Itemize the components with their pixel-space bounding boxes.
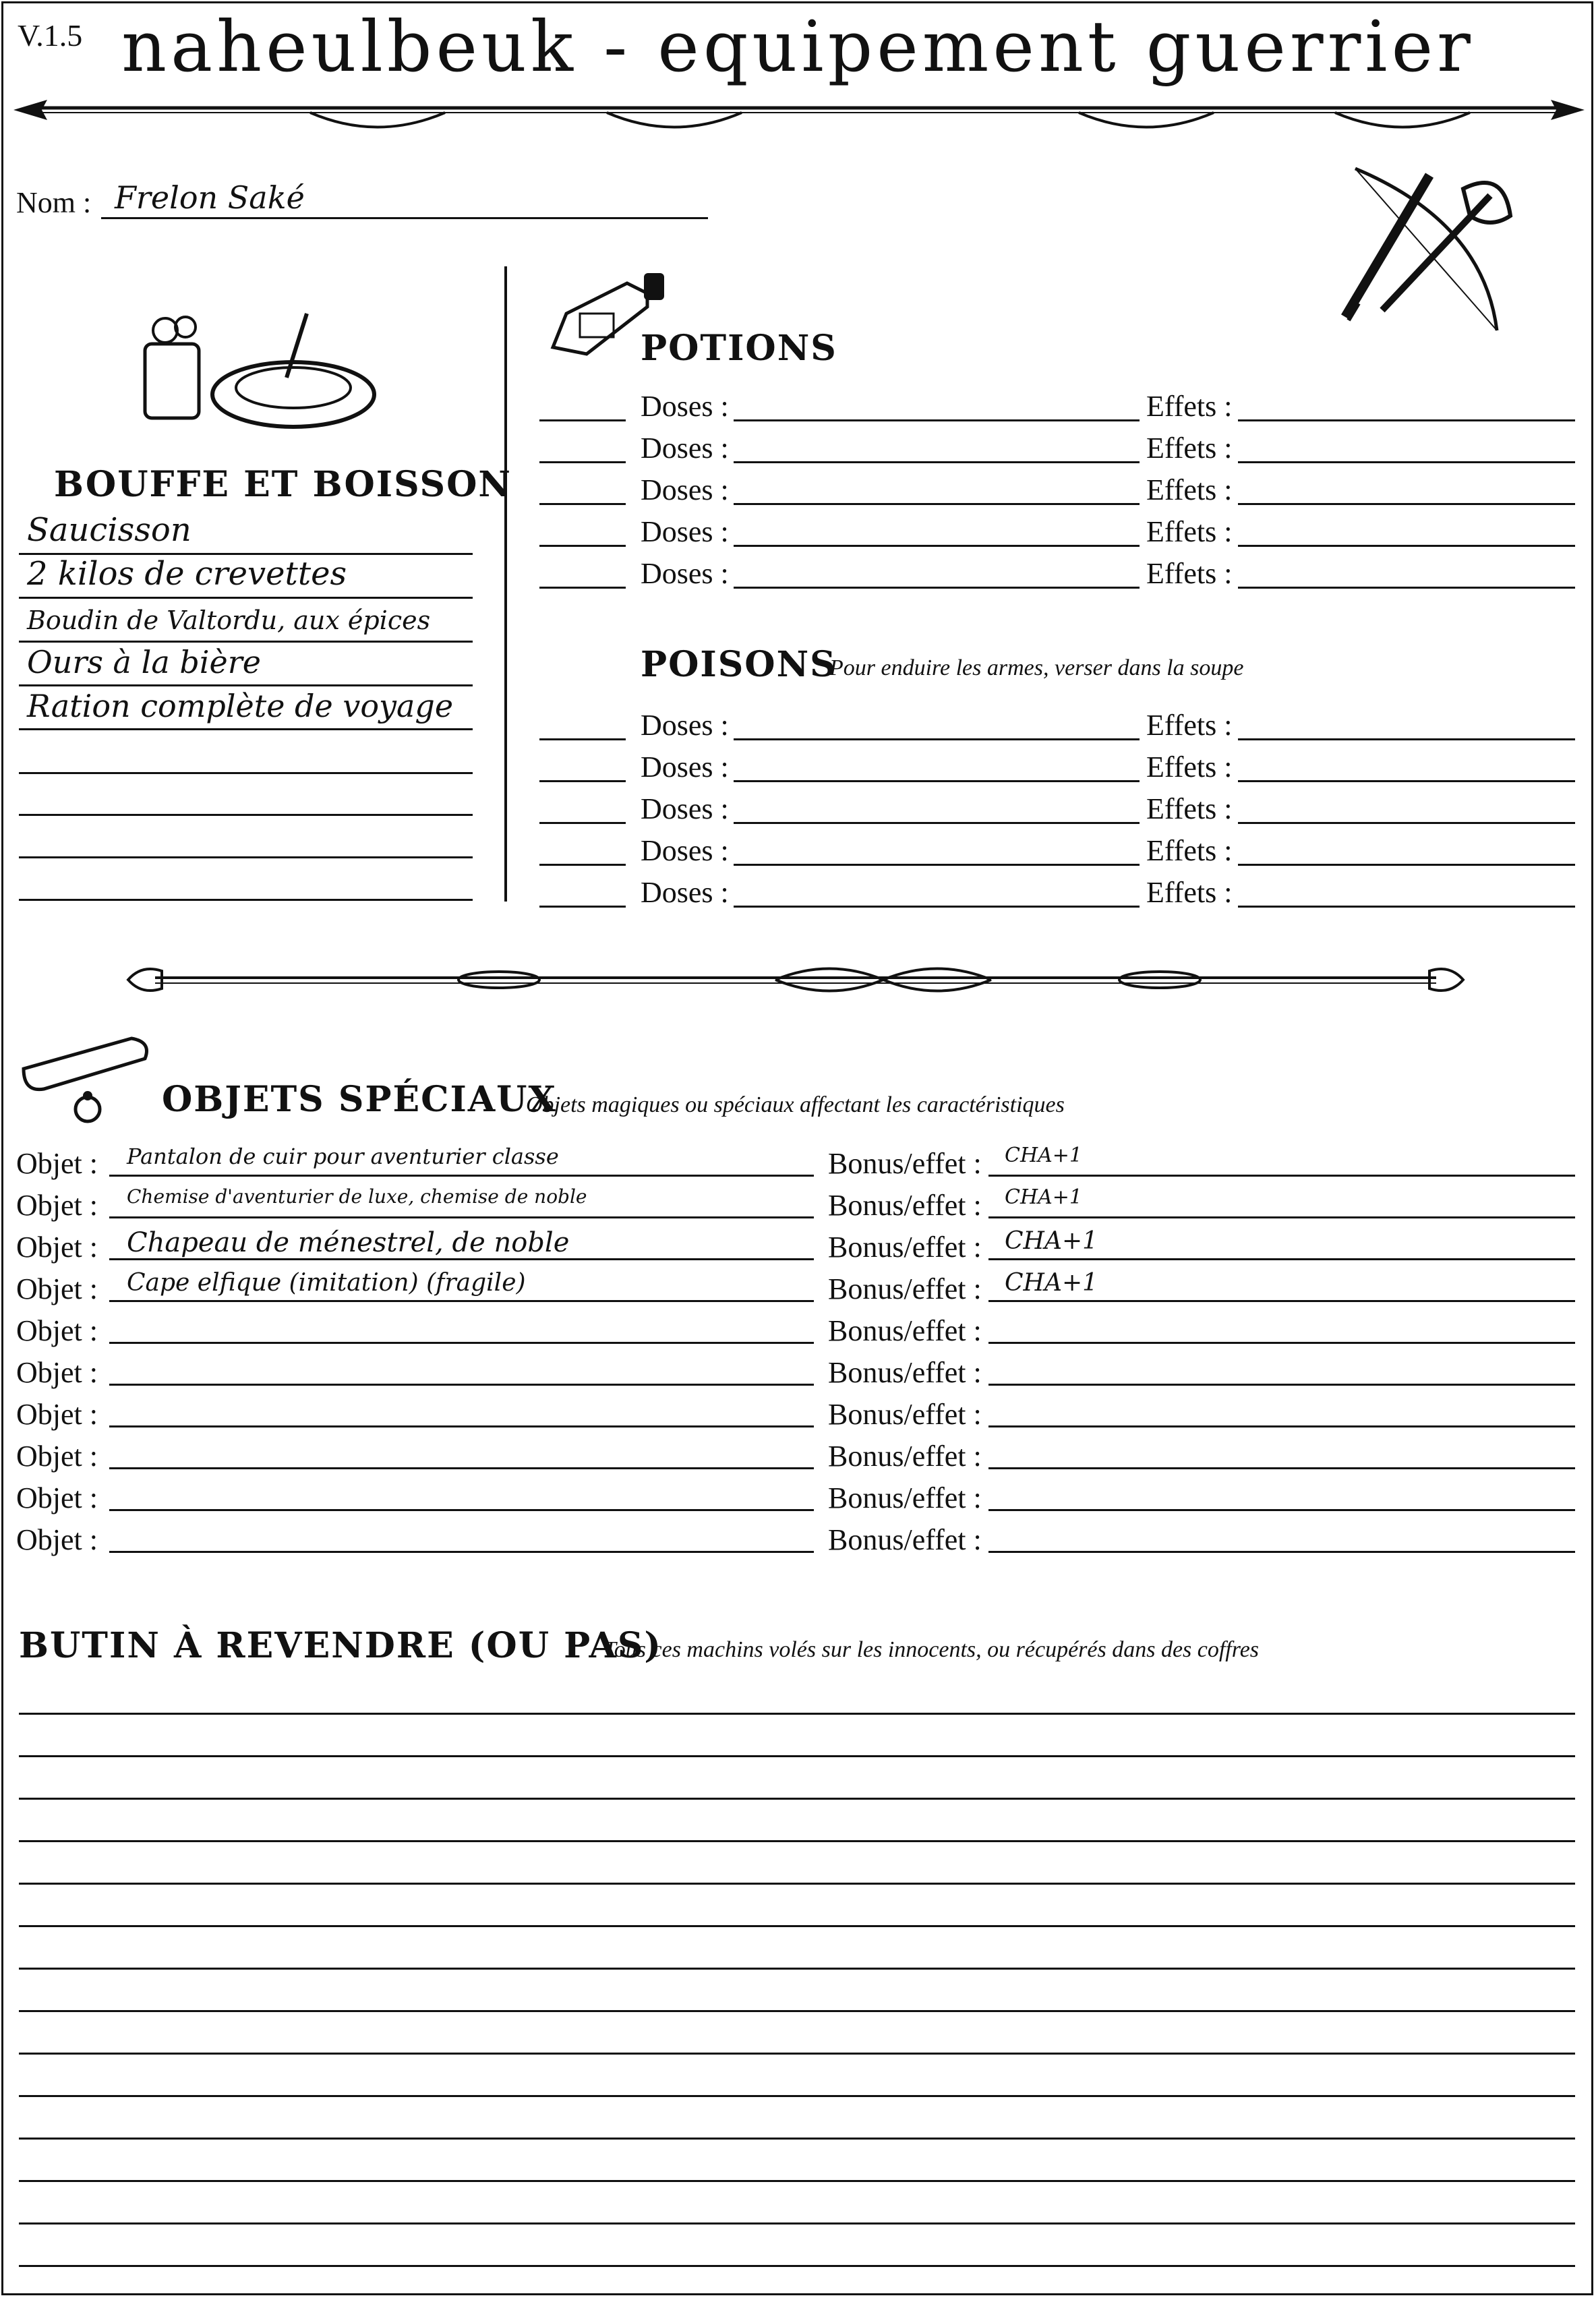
object-label: Objet : (16, 1523, 98, 1556)
special-objects-heading: OBJETS SPÉCIAUX (162, 1079, 557, 1120)
potions-count-line[interactable] (539, 503, 626, 505)
bonus-line[interactable] (988, 1425, 1575, 1427)
potions-doses-line[interactable] (734, 503, 1140, 505)
food-item[interactable]: Boudin de Valtordu, aux épices (27, 606, 431, 635)
potions-effets-label: Effets : (1146, 515, 1233, 548)
bonus-value[interactable]: CHA+1 (1005, 1144, 1083, 1167)
poisons-effets-label: Effets : (1146, 750, 1233, 784)
food-line (19, 814, 473, 816)
food-item[interactable]: Saucisson (27, 511, 191, 549)
food-line (19, 597, 473, 599)
potions-effets-label: Effets : (1146, 390, 1233, 423)
potions-count-line[interactable] (539, 587, 626, 589)
poisons-effets-line[interactable] (1238, 906, 1575, 908)
food-line (19, 772, 473, 774)
loot-line[interactable] (19, 2180, 1575, 2182)
bonus-line[interactable] (988, 1342, 1575, 1344)
poisons-effets-line[interactable] (1238, 864, 1575, 866)
poisons-doses-label: Doses : (641, 834, 729, 867)
poisons-effets-line[interactable] (1238, 738, 1575, 740)
poisons-effets-line[interactable] (1238, 822, 1575, 824)
bonus-label: Bonus/effet : (828, 1356, 982, 1389)
bonus-value[interactable]: CHA+1 (1005, 1227, 1098, 1255)
object-value[interactable]: Pantalon de cuir pour aventurier classe (127, 1144, 559, 1169)
loot-line[interactable] (19, 2053, 1575, 2055)
food-line (19, 899, 473, 901)
food-line (19, 728, 473, 730)
loot-line[interactable] (19, 2222, 1575, 2225)
name-value[interactable]: Frelon Saké (115, 179, 305, 216)
food-item[interactable]: Ration complète de voyage (27, 688, 454, 724)
potions-effets-line[interactable] (1238, 545, 1575, 547)
bonus-line[interactable] (988, 1509, 1575, 1511)
object-line[interactable] (109, 1509, 814, 1511)
poisons-doses-line[interactable] (734, 906, 1140, 908)
loot-line[interactable] (19, 2095, 1575, 2097)
object-label: Objet : (16, 1272, 98, 1305)
object-value[interactable]: Cape elfique (imitation) (fragile) (127, 1269, 526, 1297)
name-line (101, 217, 708, 219)
poisons-count-line[interactable] (539, 822, 626, 824)
potions-heading: POTIONS (641, 328, 837, 369)
object-label: Objet : (16, 1481, 98, 1514)
food-line (19, 684, 473, 686)
food-heading: BOUFFE ET BOISSON (54, 464, 512, 505)
bonus-label: Bonus/effet : (828, 1272, 982, 1305)
loot-line[interactable] (19, 1798, 1575, 1800)
bonus-value[interactable]: CHA+1 (1005, 1185, 1083, 1209)
bonus-line[interactable] (988, 1384, 1575, 1386)
poisons-subtitle: Pour enduire les armes, verser dans la soupe (829, 655, 1244, 680)
object-label: Objet : (16, 1147, 98, 1180)
crossed-weapons-icon (1328, 155, 1531, 337)
bonus-label: Bonus/effet : (828, 1481, 982, 1514)
poisons-heading: POISONS (641, 644, 837, 685)
object-line[interactable] (109, 1216, 814, 1218)
object-line[interactable] (109, 1384, 814, 1386)
poisons-effets-label: Effets : (1146, 709, 1233, 742)
object-value[interactable]: Chapeau de ménestrel, de noble (127, 1227, 570, 1258)
poisons-effets-label: Effets : (1146, 876, 1233, 909)
potions-doses-label: Doses : (641, 390, 729, 423)
potions-effets-label: Effets : (1146, 432, 1233, 465)
loot-heading: BUTIN À REVENDRE (OU PAS) (19, 1625, 662, 1666)
bonus-line[interactable] (988, 1551, 1575, 1553)
loot-subtitle: Tous ces machins volés sur les innocents, ou récupérés dans des coffres (603, 1637, 1260, 1662)
loot-line[interactable] (19, 1840, 1575, 1842)
staff-ornament-icon (128, 958, 1463, 998)
object-label: Objet : (16, 1231, 98, 1264)
name-label: Nom : (16, 186, 92, 219)
poisons-doses-line[interactable] (734, 822, 1140, 824)
object-label: Objet : (16, 1189, 98, 1222)
potions-effets-line[interactable] (1238, 461, 1575, 463)
object-line[interactable] (109, 1467, 814, 1469)
poisons-doses-label: Doses : (641, 750, 729, 784)
poisons-doses-label: Doses : (641, 876, 729, 909)
object-line[interactable] (109, 1551, 814, 1553)
bonus-label: Bonus/effet : (828, 1523, 982, 1556)
loot-line[interactable] (19, 1925, 1575, 1927)
loot-line[interactable] (19, 1755, 1575, 1757)
bonus-label: Bonus/effet : (828, 1398, 982, 1431)
poisons-doses-line[interactable] (734, 738, 1140, 740)
object-line[interactable] (109, 1300, 814, 1302)
object-line[interactable] (109, 1425, 814, 1427)
potions-doses-label: Doses : (641, 557, 729, 590)
potions-doses-line[interactable] (734, 419, 1140, 421)
potions-doses-label: Doses : (641, 432, 729, 465)
bonus-value[interactable]: CHA+1 (1005, 1269, 1098, 1297)
bonus-label: Bonus/effet : (828, 1147, 982, 1180)
potions-effets-line[interactable] (1238, 419, 1575, 421)
potions-doses-line[interactable] (734, 587, 1140, 589)
bonus-line[interactable] (988, 1300, 1575, 1302)
bonus-line[interactable] (988, 1467, 1575, 1469)
object-label: Objet : (16, 1314, 98, 1347)
spear-ornament-icon (13, 88, 1585, 148)
column-divider (504, 266, 507, 902)
loot-line[interactable] (19, 1713, 1575, 1715)
scroll-ring-icon (17, 1028, 158, 1129)
potions-count-line[interactable] (539, 419, 626, 421)
object-label: Objet : (16, 1440, 98, 1473)
version-label: V.1.5 (18, 18, 83, 53)
food-item[interactable]: Ours à la bière (27, 644, 261, 680)
bonus-label: Bonus/effet : (828, 1189, 982, 1222)
poisons-count-line[interactable] (539, 906, 626, 908)
poisons-count-line[interactable] (539, 738, 626, 740)
bonus-label: Bonus/effet : (828, 1440, 982, 1473)
loot-line[interactable] (19, 1883, 1575, 1885)
bonus-label: Bonus/effet : (828, 1231, 982, 1264)
food-line (19, 856, 473, 858)
page-title: naheulbeuk - equipement guerrier (121, 5, 1475, 88)
poisons-effets-label: Effets : (1146, 834, 1233, 867)
potions-effets-line[interactable] (1238, 587, 1575, 589)
bonus-label: Bonus/effet : (828, 1314, 982, 1347)
potions-count-line[interactable] (539, 461, 626, 463)
potions-effets-label: Effets : (1146, 557, 1233, 590)
object-line[interactable] (109, 1258, 814, 1260)
potions-count-line[interactable] (539, 545, 626, 547)
food-item[interactable]: 2 kilos de crevettes (27, 555, 347, 593)
poisons-count-line[interactable] (539, 864, 626, 866)
potions-doses-line[interactable] (734, 545, 1140, 547)
poisons-doses-label: Doses : (641, 709, 729, 742)
food-line (19, 641, 473, 643)
potions-doses-label: Doses : (641, 473, 729, 506)
poisons-doses-line[interactable] (734, 864, 1140, 866)
loot-line[interactable] (19, 2010, 1575, 2012)
object-label: Objet : (16, 1356, 98, 1389)
potions-doses-line[interactable] (734, 461, 1140, 463)
bonus-line[interactable] (988, 1216, 1575, 1218)
potions-effets-label: Effets : (1146, 473, 1233, 506)
potions-effets-line[interactable] (1238, 503, 1575, 505)
bonus-line[interactable] (988, 1175, 1575, 1177)
special-objects-subtitle: Objets magiques ou spéciaux affectant les caractéristiques (526, 1092, 1065, 1117)
object-line[interactable] (109, 1342, 814, 1344)
object-label: Objet : (16, 1398, 98, 1431)
potions-doses-label: Doses : (641, 515, 729, 548)
loot-line[interactable] (19, 1968, 1575, 1970)
poisons-doses-line[interactable] (734, 780, 1140, 782)
loot-line[interactable] (19, 2138, 1575, 2140)
bonus-line[interactable] (988, 1258, 1575, 1260)
object-value[interactable]: Chemise d'aventurier de luxe, chemise de noble (127, 1185, 587, 1208)
poisons-doses-label: Doses : (641, 792, 729, 825)
loot-line[interactable] (19, 2265, 1575, 2267)
poisons-effets-label: Effets : (1146, 792, 1233, 825)
poisons-effets-line[interactable] (1238, 780, 1575, 782)
poisons-count-line[interactable] (539, 780, 626, 782)
food-plate-icon (138, 303, 381, 438)
object-line[interactable] (109, 1175, 814, 1177)
